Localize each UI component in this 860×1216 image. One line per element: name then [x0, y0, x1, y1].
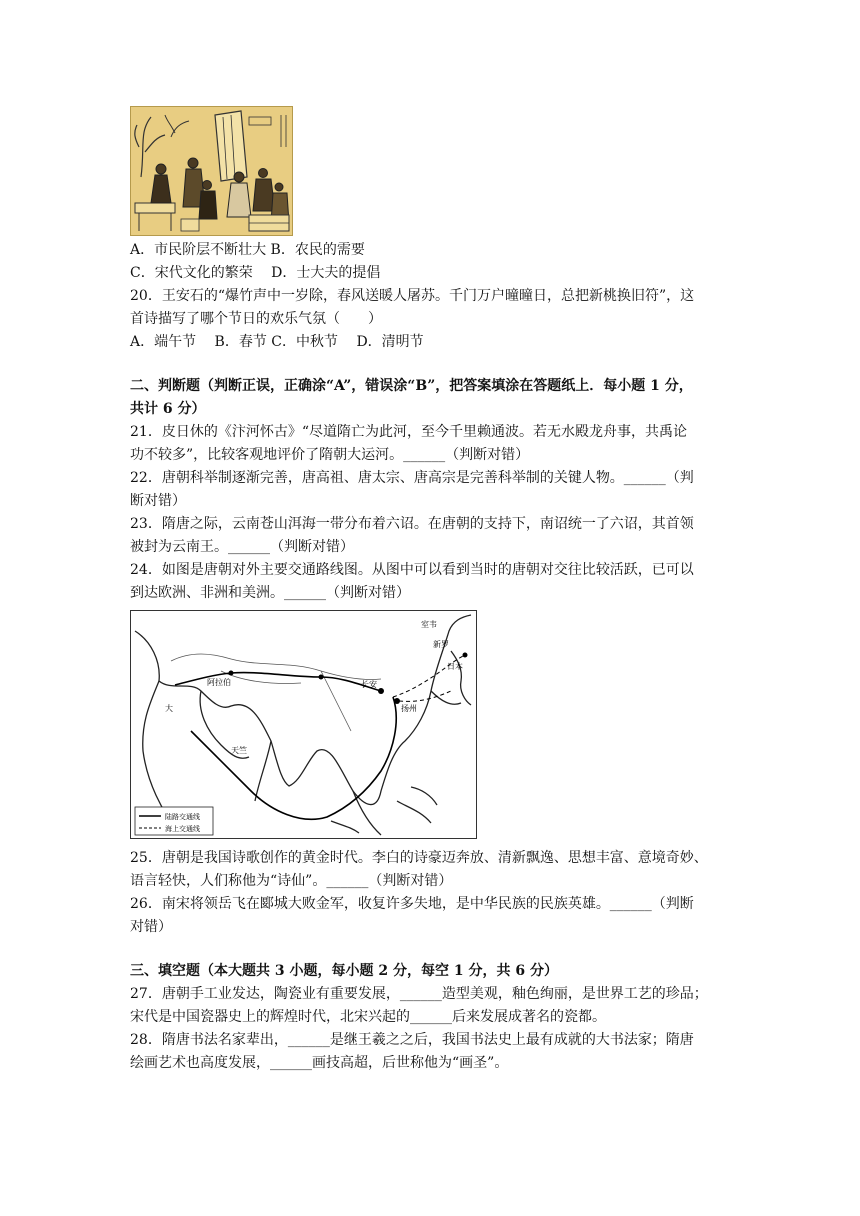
q20-options: A．端午节 B．春节 C．中秋节 D．清明节 — [130, 334, 424, 350]
q20-text-line1: 20．王安石的“爆竹声中一岁除，春风送暖人屠苏。千门万户曈曈日，总把新桃换旧符”，这 — [130, 288, 695, 304]
painting-image — [131, 107, 293, 236]
q22-text-line2: 断对错） — [130, 493, 186, 509]
q19-options-line1: A．市民阶层不断壮大 B．农民的需要 — [130, 242, 365, 258]
q28-text-line1: 28．隋唐书法名家辈出，______是继王羲之之后，我国书法史上最有成就的大书法家；隋唐 — [130, 1032, 694, 1048]
map-label-2: 天竺 — [231, 746, 247, 755]
q27-text-line2: 宋代是中国瓷器史上的辉煌时代，北宋兴起的______后来发展成著名的瓷都。 — [130, 1009, 606, 1025]
map-label-5: 日本 — [447, 662, 463, 671]
q26-text-line1: 26．南宋将领岳飞在郾城大败金军，收复许多失地，是中华民族的民族英雄。______（判断 — [130, 896, 694, 912]
q28-text-line2: 绘画艺术也高度发展，______画技高超，后世称他为“画圣”。 — [130, 1055, 509, 1071]
map-legend-land: 陆路交通线 — [165, 813, 200, 821]
q23-text-line2: 被封为云南王。______（判断对错） — [130, 539, 354, 555]
q26-text-line2: 对错） — [130, 919, 172, 935]
q21-text-line2: 功不较多”，比较客观地评价了隋朝大运河。______（判断对错） — [130, 447, 530, 463]
section2-heading-line1: 二、判断题（判断正误，正确涂“A”，错误涂“B”，把答案填涂在答题纸上．每小题 1 分， — [130, 378, 693, 394]
map-label-6: 新罗 — [433, 640, 449, 649]
q25-text-line2: 语言轻快，人们称他为“诗仙”。______（判断对错） — [130, 873, 453, 889]
section3-heading: 三、填空题（本大题共 3 小题，每小题 2 分，每空 1 分，共 6 分） — [130, 963, 558, 979]
map-image — [131, 611, 477, 839]
q20-text-line2: 首诗描写了哪个节日的欢乐气氛（ ） — [130, 311, 382, 327]
q25-text-line1: 25．唐朝是我国诗歌创作的黄金时代。李白的诗豪迈奔放、清新飘逸、思想丰富、意境奇妙、 — [130, 850, 708, 866]
map-label-3: 长安 — [361, 680, 377, 689]
q19-illustration — [130, 106, 293, 236]
tang-trade-route-map — [130, 610, 477, 839]
q24-text-line1: 24．如图是唐朝对外主要交通路线图。从图中可以看到当时的唐朝对交往比较活跃，已可以 — [130, 562, 694, 578]
map-legend-sea: 海上交通线 — [165, 825, 200, 833]
map-label-1: 阿拉伯 — [207, 678, 231, 687]
section2-heading-line2: 共计 6 分） — [130, 401, 206, 417]
q22-text-line1: 22．唐朝科举制逐渐完善，唐高祖、唐太宗、唐高宗是完善科举制的关键人物。______（判 — [130, 470, 694, 486]
map-label-7: 室韦 — [421, 620, 437, 629]
q19-options-line2: C．宋代文化的繁荣 D．士大夫的提倡 — [130, 265, 381, 281]
map-label-0: 大 — [165, 704, 173, 713]
q24-text-line2: 到达欧洲、非洲和美洲。______（判断对错） — [130, 585, 410, 601]
q23-text-line1: 23．隋唐之际，云南苍山洱海一带分布着六诏。在唐朝的支持下，南诏统一了六诏，其首领 — [130, 516, 694, 532]
map-label-4: 扬州 — [401, 704, 417, 713]
q27-text-line1: 27．唐朝手工业发达，陶瓷业有重要发展，______造型美观，釉色绚丽，是世界工艺的珍品； — [130, 986, 708, 1002]
q21-text-line1: 21．皮日休的《汴河怀古》“尽道隋亡为此河，至今千里赖通波。若无水殿龙舟事，共禹论 — [130, 424, 687, 440]
